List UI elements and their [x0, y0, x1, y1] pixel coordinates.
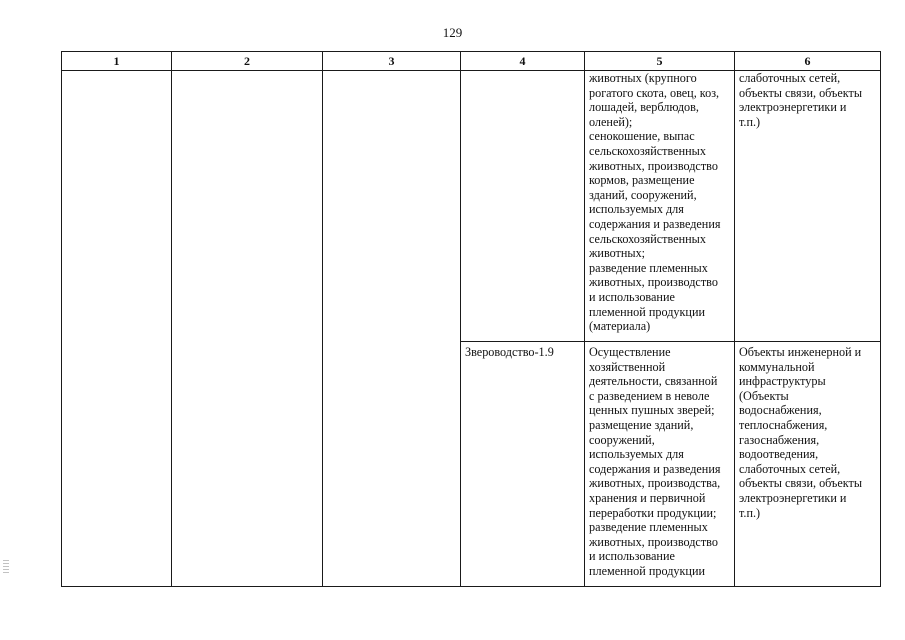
cell-activity-description: животных (крупного рогатого скота, овец, коз, лошадей, верблюдов, оленей); сенокошение, выпас сельскохозяйственных животных, производство кормов, размещение зданий, сооружений, используемых для содержания и разведения сельскохозяйственных животных; разведение племенных животных, производство и использование племенной продукции (материала)	[585, 71, 735, 342]
header-row	[62, 52, 881, 71]
cell-col-2	[172, 71, 323, 587]
header-col-2: 2	[172, 52, 323, 71]
page-number: 129	[442, 25, 463, 40]
cell-activity-description: Осуществление хозяйственной деятельности, связанной с разведением в неволе ценных пушных зверей; размещение зданий, сооружений, используемых для содержания и разведения животных, производства, хранения и первичной переработки продукции; разведение племенных животных, производство и использование племенной продукции	[585, 342, 735, 587]
land-use-table	[61, 51, 881, 587]
cell-permitted-objects: слаботочных сетей, объекты связи, объекты электроэнергетики и т.п.)	[735, 71, 881, 342]
cell-col-3	[323, 71, 461, 587]
header-col-4: 4	[461, 52, 585, 71]
header-col-6: 6	[735, 52, 881, 71]
header-col-5: 5	[585, 52, 735, 71]
cell-activity-name: Звероводство-1.9	[461, 342, 585, 587]
header-col-1: 1	[62, 52, 172, 71]
cell-activity-name	[461, 71, 585, 342]
cell-permitted-objects: Объекты инженерной и коммунальной инфраструктуры (Объекты водоснабжения, теплоснабжения, газоснабжения, водоотведения, слаботочных сетей, объекты связи, объекты электроэнергетики и т.п.)	[735, 342, 881, 587]
cell-col-1	[62, 71, 172, 587]
table-row	[62, 71, 881, 342]
header-col-3: 3	[323, 52, 461, 71]
scan-artifact	[3, 560, 9, 574]
